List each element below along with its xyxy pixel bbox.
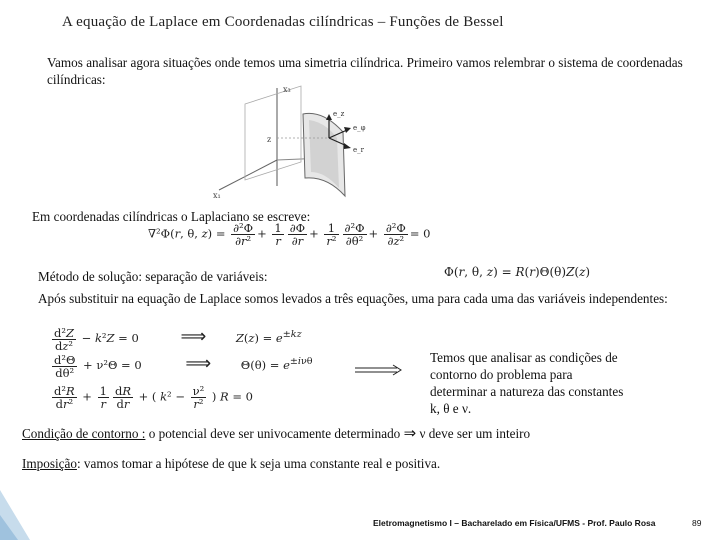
intro-paragraph: Vamos analisar agora situações onde temos uma simetria cilíndrica. Primeiro vamos relembrar o sistema de coordenadas cilíndricas: — [47, 55, 683, 87]
after-substitution-paragraph: Após substituir na equação de Laplace somos levados a três equações, uma para cada uma das variáveis independentes: — [38, 291, 668, 306]
boundary-condition-label: Condição de contorno : — [22, 426, 146, 441]
ez-label: e_z — [333, 110, 345, 118]
corner-decoration — [0, 470, 80, 540]
long-arrow-icon — [355, 363, 405, 377]
implies-icon: ⇒ — [403, 424, 417, 442]
equation-z: $\frac{\text{d²Z}}{\text{dz²}}$ − k²Z = 0 ⟹ $Z(z) = e^{\pm kz}$ — [54, 325, 302, 353]
laplacian-intro: Em coordenadas cilíndricas o Laplaciano se escreve: — [32, 209, 311, 224]
z-label: z — [267, 135, 272, 144]
cylindrical-coordinates-figure — [205, 80, 390, 200]
boundary-condition-result: ν deve ser um inteiro — [416, 426, 531, 441]
imposition-label: Imposição — [22, 456, 77, 471]
boundary-note-line: determinar a natureza das constantes — [430, 384, 624, 399]
footer-text: Eletromagnetismo I – Bacharelado em Física/UFMS - Prof. Paulo Rosa — [373, 518, 656, 528]
x1-axis-label: x₁ — [213, 191, 221, 200]
er-label: e_r — [353, 146, 364, 154]
separation-equation: Φ(r, θ, z) = R(r)Θ(θ)Z(z) — [444, 265, 591, 279]
slide-title: A equação de Laplace em Coordenadas cilíndricas – Funções de Bessel — [62, 14, 504, 30]
method-heading: Método de solução: separação de variáveis: — [38, 269, 268, 284]
equation-r: $\frac{\text{d²R}}{\text{dr²}}$ + $\frac{1}{r}$ $\frac{dR}{dr}$ + ( k² − $\frac{\text{ν²}}{\text{r²}}$ ) R = 0 — [54, 384, 253, 411]
boundary-condition — [22, 425, 530, 442]
x3-axis-label: x₃ — [283, 85, 291, 94]
imposition — [22, 455, 440, 472]
ephi-label: e_φ — [353, 124, 366, 132]
boundary-note-line: k, θ e ν. — [430, 401, 472, 416]
boundary-note-line: contorno do problema para — [430, 367, 573, 382]
page-number: 89 — [692, 518, 702, 528]
boundary-condition-text: o potencial deve ser univocamente determinado — [145, 426, 404, 441]
equation-theta: $\frac{\text{d²Θ}}{\text{dθ²}}$ + ν²Θ = 0 ⟹ $\Theta(\theta) = e^{\pm i\nu\theta}$ — [54, 352, 313, 380]
imposition-text: : vamos tomar a hipótese de que k seja uma constante real e positiva. — [76, 456, 441, 471]
laplacian-equation: ∇²Φ(r, θ, z) = $\frac{\text{∂²Φ}}{\text{∂r²}}$ + $\frac{1}{r}$ $\frac{\partial\Phi}{\partial r}$ + $\frac{1}{\text{r²}}$ $\frac{\text{∂²Φ}}{\text{∂θ²}}$ + $\frac{\text{∂²Φ}}{\text{∂z²}}$ = 0 — [148, 221, 431, 248]
boundary-note-line: Temos que analisar as condições de — [430, 350, 618, 365]
boundary-note — [430, 349, 670, 417]
